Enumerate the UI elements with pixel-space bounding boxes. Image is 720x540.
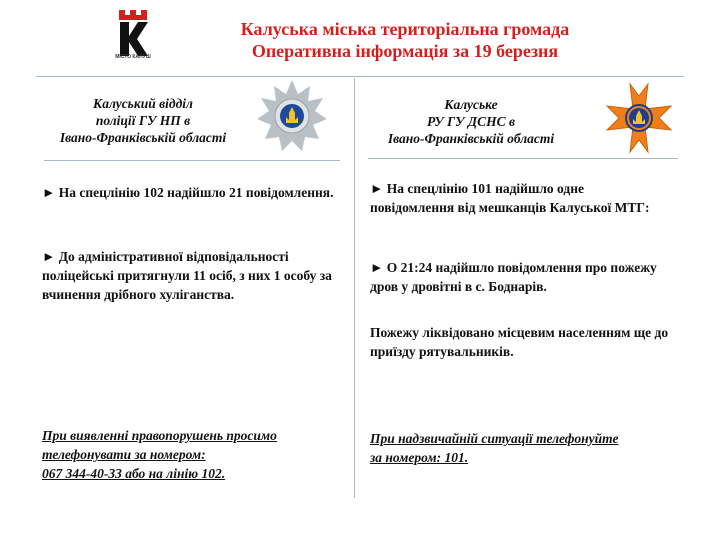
logo-caption: МІСТО КАЛУШ xyxy=(115,54,151,60)
police-notice-line-1: При виявленні правопорушень просимо xyxy=(42,428,277,443)
dsns-item-fire-report: ► О 21:24 надійшло повідомлення про пожежу дров у дровітні в с. Боднарів. xyxy=(370,260,657,294)
police-department-name xyxy=(36,95,250,146)
police-item-calls: ► На спецлінію 102 надійшло 21 повідомлення. xyxy=(42,185,334,200)
police-notice-phone: 067 344-40-33 або на лінію 102. xyxy=(42,466,226,481)
police-notice xyxy=(42,426,342,483)
dsns-notice xyxy=(370,429,670,467)
title-line-2: Оперативна інформація за 19 березня xyxy=(251,41,559,61)
column-divider xyxy=(354,78,355,498)
page-title xyxy=(190,18,620,62)
dsns-notice-line-1: При надзвичайній ситуації телефонуйте xyxy=(370,431,619,446)
kalush-logo xyxy=(113,8,153,70)
dsns-item-fire-extinguished: Пожежу ліквідовано місцевим населенням ще до приїзду рятувальників. xyxy=(370,325,669,359)
dsns-dept-line-3: Івано-Франківській області xyxy=(387,131,555,146)
dsns-notice-phone: за номером: 101. xyxy=(370,450,469,465)
police-item-offenders: ► До адміністративної відповідальності поліцейські притягнули 11 осіб, з них 1 особу за вчинення дрібного хуліганства. xyxy=(42,249,332,302)
left-header-divider xyxy=(44,160,340,161)
police-emblem-icon xyxy=(258,79,326,153)
title-line-1: Калуська міська територіальна громада xyxy=(240,19,570,39)
police-dept-line-3: Івано-Франківській області xyxy=(59,130,227,145)
header-divider xyxy=(36,76,684,77)
right-header-divider xyxy=(368,158,678,159)
police-dept-line-2: поліції ГУ НП в xyxy=(95,113,191,128)
dsns-department-name xyxy=(362,96,580,147)
dsns-dept-line-1: Калуське xyxy=(444,97,498,112)
police-dept-line-1: Калуський відділ xyxy=(93,96,193,111)
police-notice-line-2: телефонувати за номером: xyxy=(42,447,206,462)
dsns-dept-line-2: РУ ГУ ДСНС в xyxy=(426,114,516,129)
dsns-item-calls: ► На спецлінію 101 надійшло одне повідомлення від мешканців Калуської МТГ: xyxy=(370,181,650,215)
dsns-emblem-icon xyxy=(604,82,674,154)
